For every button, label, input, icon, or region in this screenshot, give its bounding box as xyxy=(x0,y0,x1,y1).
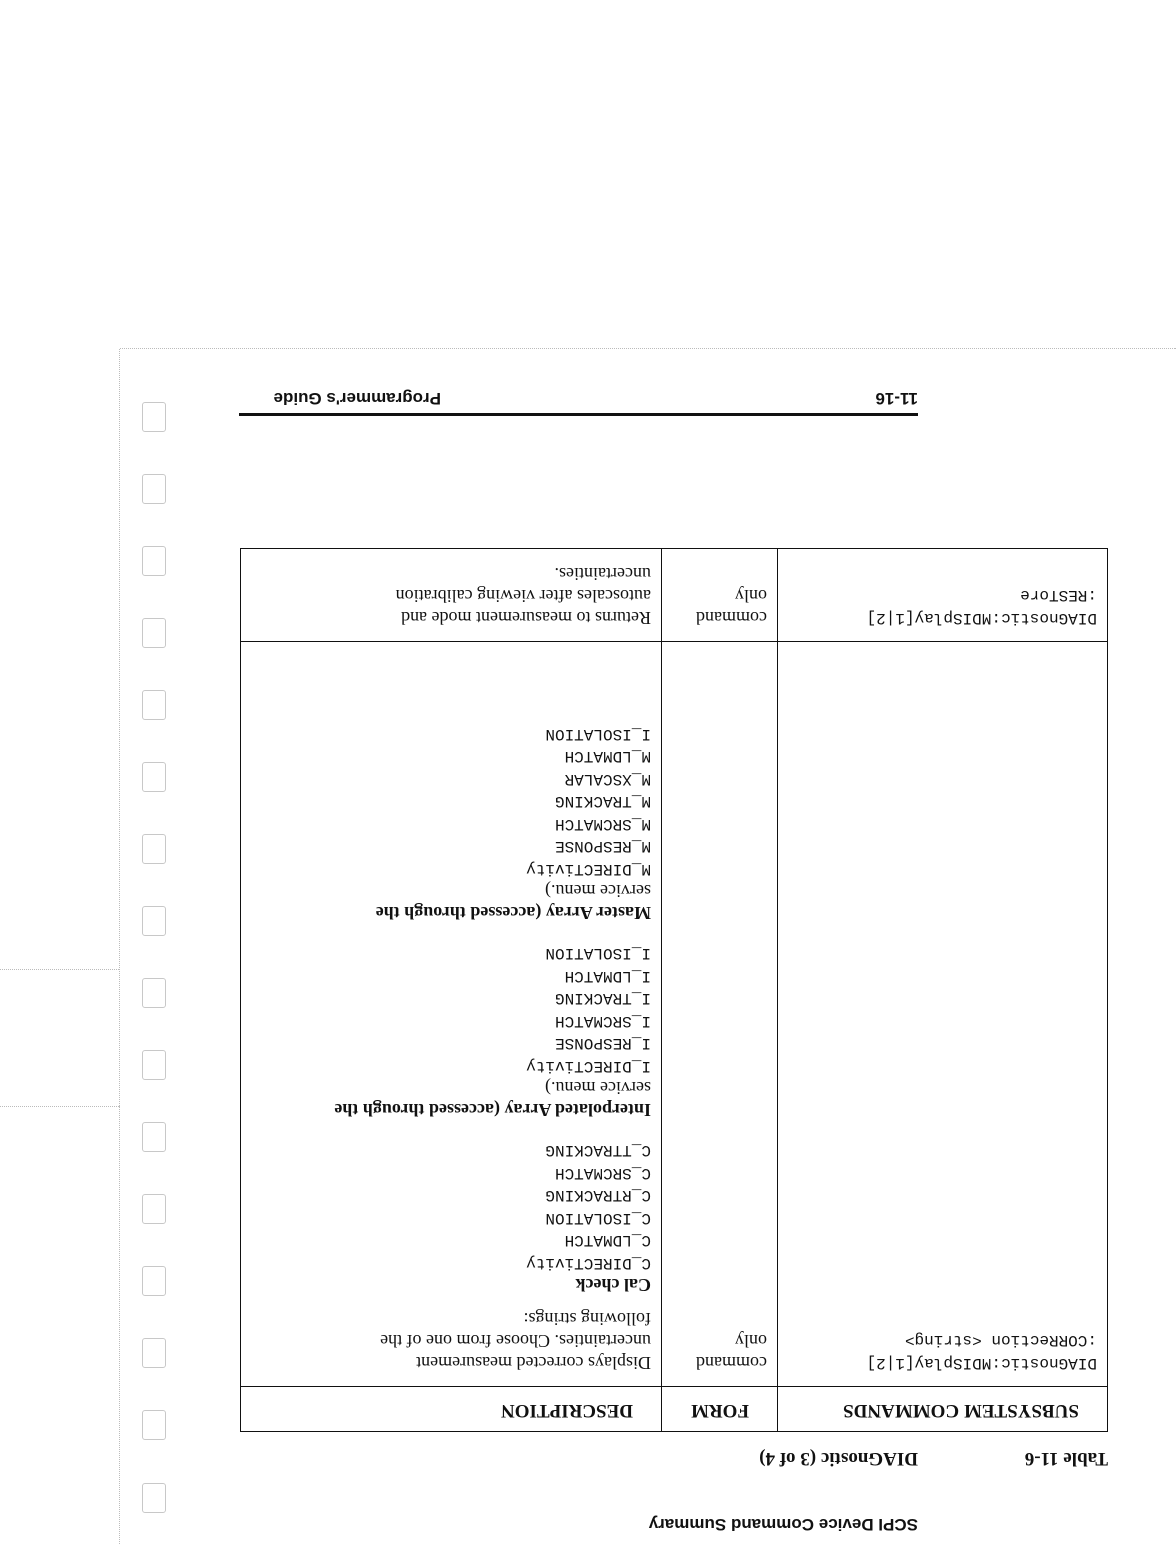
punch-hole xyxy=(142,546,166,576)
punch-hole xyxy=(142,1050,166,1080)
running-head-rule xyxy=(239,413,918,416)
string-option: I_ISOLATION xyxy=(545,944,651,963)
punch-hole xyxy=(142,690,166,720)
string-option: I_RESPONSE xyxy=(554,1034,651,1053)
string-option: M_SRCMATCH xyxy=(554,815,651,833)
punch-hole xyxy=(142,1266,166,1296)
form-text: only xyxy=(734,1331,767,1351)
section-title: SCPI Device Command Summary xyxy=(648,1515,918,1534)
form-text: only xyxy=(734,586,767,606)
page-number: 11-16 xyxy=(875,389,918,408)
column-header-subsystem-commands: SUBSYSTEM COMMANDS xyxy=(778,1387,1108,1432)
command-cell xyxy=(778,549,1108,642)
scan-line xyxy=(0,1106,120,1107)
description-line: following strings: xyxy=(523,1309,651,1329)
table-number: Table 11-6 xyxy=(1024,1448,1108,1469)
command-cell xyxy=(778,642,1108,1387)
group-heading: Interpolated Array (accessed through the xyxy=(334,1100,651,1120)
punch-hole xyxy=(142,474,166,504)
table-title: DIAGnostic (3 of 4) xyxy=(759,1448,918,1469)
command-table xyxy=(240,548,1108,1432)
form-cell xyxy=(662,549,778,642)
table-header-row xyxy=(241,1387,1108,1432)
scan-line xyxy=(0,969,120,970)
string-option: M_DIRECTivity xyxy=(526,860,651,878)
punch-hole xyxy=(142,906,166,936)
group-heading: service menu.) xyxy=(545,1078,651,1098)
string-option: I_DIRECTivity xyxy=(526,1057,651,1075)
group-heading: Master Array (accessed through the xyxy=(375,903,651,923)
punch-hole xyxy=(142,1410,166,1440)
string-option: C_DIRECTivity xyxy=(526,1254,651,1272)
punch-hole xyxy=(142,762,166,792)
string-option: C_TTRACKING xyxy=(545,1141,651,1160)
string-option: M_TRACKING xyxy=(554,792,651,811)
command-path: DIAGnostic:MDISplay[1|2] xyxy=(866,609,1097,627)
string-option: M_XSCALAR xyxy=(564,770,651,788)
string-option: I_TRACKING xyxy=(554,989,651,1008)
column-header-description: DESCRIPTION xyxy=(241,1387,662,1432)
description-line: Returns to measurement mode and xyxy=(401,608,651,628)
group-heading: service menu.) xyxy=(545,881,651,901)
description-cell xyxy=(241,642,662,1387)
description-cell xyxy=(241,549,662,642)
punch-hole xyxy=(142,402,166,432)
string-option: C_RTRACKING xyxy=(545,1186,651,1205)
string-option: M_LDMATCH xyxy=(564,747,651,766)
form-text: command xyxy=(696,608,767,628)
punch-hole xyxy=(142,1338,166,1368)
string-option: C_LDMATCH xyxy=(564,1231,651,1250)
form-text: command xyxy=(696,1353,767,1373)
punch-hole xyxy=(142,978,166,1008)
command-path: DIAGnostic:MDISplay[1|2] xyxy=(866,1354,1097,1372)
string-option: C_SRCMATCH xyxy=(554,1164,651,1182)
command-suffix: :CORRection <string> xyxy=(904,1331,1097,1350)
column-header-form: FORM xyxy=(662,1387,778,1432)
command-suffix: :RESTore xyxy=(1020,586,1097,605)
page-edge-line xyxy=(119,349,120,1544)
page-edge-line xyxy=(120,348,1176,349)
form-cell xyxy=(662,642,778,1387)
string-option: I_ISOLATION xyxy=(545,725,651,743)
book-title: Programmer's Guide xyxy=(273,389,441,408)
string-option: I_SRCMATCH xyxy=(554,1012,651,1030)
description-line: Displays corrected measurement xyxy=(416,1353,651,1373)
punch-hole xyxy=(142,1122,166,1152)
description-line: autoscales after viewing calibration xyxy=(395,586,651,606)
description-line: uncertainties. xyxy=(554,564,651,584)
description-line: uncertainties. Choose from one of the xyxy=(380,1331,651,1351)
punch-hole xyxy=(142,1194,166,1224)
string-option: M_RESPONSE xyxy=(554,837,651,856)
cal-check-group xyxy=(251,1139,651,1296)
master-array-group xyxy=(251,723,651,925)
table-row xyxy=(241,642,1108,1387)
punch-hole xyxy=(142,1483,166,1513)
table-row xyxy=(241,549,1108,642)
punch-hole xyxy=(142,834,166,864)
punch-hole xyxy=(142,618,166,648)
string-option: C_ISOLATION xyxy=(545,1209,651,1227)
string-option: I_LDMATCH xyxy=(564,967,651,985)
group-heading: Cal check xyxy=(575,1275,651,1295)
interpolated-array-group xyxy=(251,942,651,1121)
